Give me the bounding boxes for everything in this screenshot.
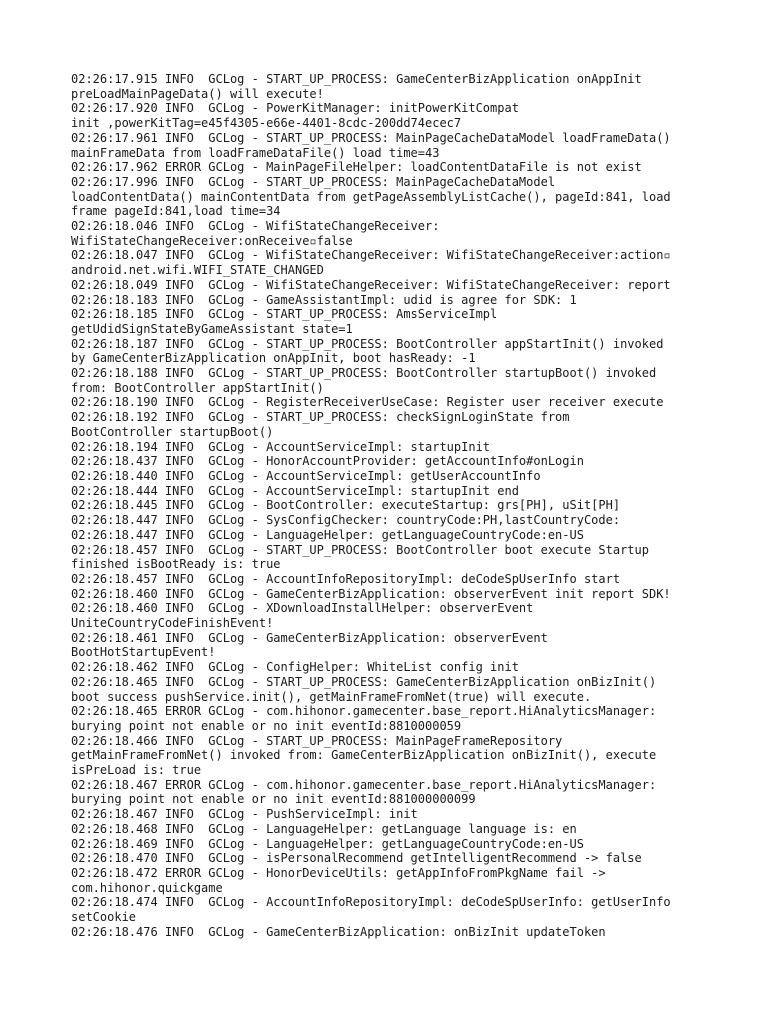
log-line: by GameCenterBizApplication onAppInit, boot hasReady: -1 (71, 351, 476, 366)
log-line: 02:26:18.447 INFO GCLog - SysConfigChecker: countryCode:PH,lastCountryCode: (71, 513, 621, 528)
log-line: burying point not enable or no init eventId:8810000059 (71, 718, 462, 733)
log-line: boot success pushService.init(), getMainFrameFromNet(true) will execute. (71, 689, 592, 704)
log-line: 02:26:18.460 INFO GCLog - XDownloadInstallHelper: observerEvent (71, 601, 534, 616)
log-line: 02:26:18.049 INFO GCLog - WifiStateChangeReceiver: WifiStateChangeReceiver: report (71, 277, 671, 292)
log-line: setCookie (71, 910, 137, 925)
log-line: 02:26:18.194 INFO GCLog - AccountServiceImpl: startupInit (71, 439, 491, 454)
log-line: 02:26:18.465 ERROR GCLog - com.hihonor.gamecenter.base_report.HiAnalyticsManager: (71, 704, 657, 719)
log-line: getUdidSignStateByGameAssistant state=1 (71, 321, 353, 336)
log-line: burying point not enable or no init eventId:881000000099 (71, 792, 476, 807)
log-line: finished isBootReady is: true (71, 557, 281, 572)
log-line: 02:26:17.962 ERROR GCLog - MainPageFileHelper: loadContentDataFile is not exist (71, 160, 642, 175)
log-document (71, 72, 711, 939)
log-line: 02:26:17.920 INFO GCLog - PowerKitManager: initPowerKitCompat (71, 101, 519, 116)
log-line: 02:26:18.468 INFO GCLog - LanguageHelper: getLanguage language is: en (71, 821, 577, 836)
log-line: from: BootController appStartInit() (71, 380, 324, 395)
log-line: 02:26:18.190 INFO GCLog - RegisterReceiverUseCase: Register user receiver execute (71, 395, 664, 410)
log-line: 02:26:18.469 INFO GCLog - LanguageHelper: getLanguageCountryCode:en-US (71, 836, 584, 851)
log-line: 02:26:18.444 INFO GCLog - AccountServiceImpl: startupInit end (71, 483, 519, 498)
log-line: 02:26:18.437 INFO GCLog - HonorAccountProvider: getAccountInfo#onLogin (71, 454, 584, 469)
log-line: UniteCountryCodeFinishEvent! (71, 616, 274, 631)
log-line: mainFrameData from loadFrameDataFile() load time=43 (71, 145, 440, 160)
log-line: 02:26:18.461 INFO GCLog - GameCenterBizApplication: observerEvent (71, 630, 548, 645)
log-line: 02:26:18.476 INFO GCLog - GameCenterBizApplication: onBizInit updateToken (71, 924, 606, 939)
log-line: com.hihonor.quickgame (71, 880, 223, 895)
log-line: 02:26:18.474 INFO GCLog - AccountInfoRepositoryImpl: deCodeSpUserInfo: getUserInfo (71, 895, 671, 910)
log-line: 02:26:18.187 INFO GCLog - START_UP_PROCESS: BootController appStartInit() invoked (71, 336, 664, 351)
log-line: getMainFrameFromNet() invoked from: GameCenterBizApplication onBizInit(), execute (71, 748, 657, 763)
log-line: init ,powerKitTag=e45f4305-e66e-4401-8cdc-200dd74ecec7 (71, 116, 462, 131)
log-line: 02:26:18.192 INFO GCLog - START_UP_PROCESS: checkSignLoginState from (71, 410, 570, 425)
log-line: 02:26:18.467 ERROR GCLog - com.hihonor.gamecenter.base_report.HiAnalyticsManager: (71, 777, 657, 792)
log-line: 02:26:18.472 ERROR GCLog - HonorDeviceUtils: getAppInfoFromPkgName fail -> (71, 865, 606, 880)
log-line: 02:26:18.188 INFO GCLog - START_UP_PROCESS: BootController startupBoot() invoked (71, 366, 657, 381)
log-line: BootHotStartupEvent! (71, 645, 216, 660)
log-line: 02:26:18.440 INFO GCLog - AccountServiceImpl: getUserAccountInfo (71, 468, 541, 483)
log-line: 02:26:18.457 INFO GCLog - AccountInfoRepositoryImpl: deCodeSpUserInfo start (71, 571, 621, 586)
log-line: preLoadMainPageData() will execute! (71, 86, 324, 101)
log-line: 02:26:18.046 INFO GCLog - WifiStateChangeReceiver: (71, 219, 440, 234)
log-line: 02:26:18.457 INFO GCLog - START_UP_PROCESS: BootController boot execute Startup (71, 542, 649, 557)
log-line: 02:26:18.466 INFO GCLog - START_UP_PROCESS: MainPageFrameRepository (71, 733, 563, 748)
log-line: WifiStateChangeReceiver:onReceive▫false (71, 233, 353, 248)
log-line: frame pageId:841,load time=34 (71, 204, 281, 219)
log-line: 02:26:18.185 INFO GCLog - START_UP_PROCESS: AmsServiceImpl (71, 307, 498, 322)
log-line: 02:26:18.465 INFO GCLog - START_UP_PROCESS: GameCenterBizApplication onBizInit() (71, 674, 657, 689)
log-line: loadContentData() mainContentData from getPageAssemblyListCache(), pageId:841, load (71, 189, 671, 204)
log-line: BootController startupBoot() (71, 424, 274, 439)
log-line: 02:26:18.047 INFO GCLog - WifiStateChangeReceiver: WifiStateChangeReceiver:action▫ (71, 248, 671, 263)
log-line: 02:26:17.961 INFO GCLog - START_UP_PROCESS: MainPageCacheDataModel loadFrameData() (71, 130, 671, 145)
log-line: 02:26:18.470 INFO GCLog - isPersonalRecommend getIntelligentRecommend -> false (71, 851, 642, 866)
log-line: 02:26:17.996 INFO GCLog - START_UP_PROCESS: MainPageCacheDataModel (71, 174, 556, 189)
log-line: 02:26:18.460 INFO GCLog - GameCenterBizApplication: observerEvent init report SDK! (71, 586, 671, 601)
log-line: 02:26:18.447 INFO GCLog - LanguageHelper: getLanguageCountryCode:en-US (71, 527, 584, 542)
log-line: 02:26:18.445 INFO GCLog - BootController: executeStartup: grs[PH], uSit[PH] (71, 498, 621, 513)
log-line: 02:26:18.467 INFO GCLog - PushServiceImpl: init (71, 807, 418, 822)
log-line: android.net.wifi.WIFI_STATE_CHANGED (71, 263, 324, 278)
log-line: 02:26:18.462 INFO GCLog - ConfigHelper: WhiteList config init (71, 660, 519, 675)
log-line: 02:26:18.183 INFO GCLog - GameAssistantImpl: udid is agree for SDK: 1 (71, 292, 577, 307)
log-line: 02:26:17.915 INFO GCLog - START_UP_PROCESS: GameCenterBizApplication onAppInit (71, 72, 642, 86)
log-line: isPreLoad is: true (71, 763, 202, 778)
